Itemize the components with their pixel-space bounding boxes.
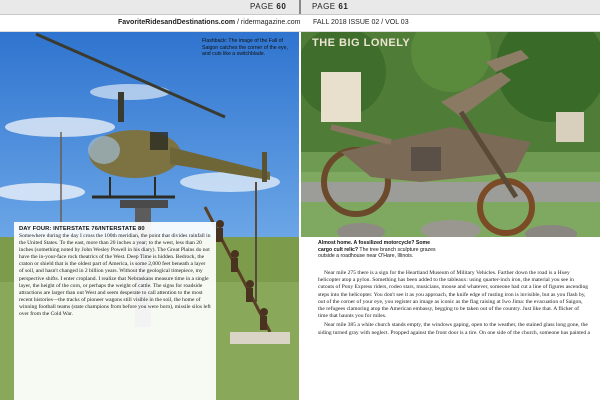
right-caption-bold: Almost home. A fossilized motorcycle? Some cargo cult relic? [318, 240, 431, 253]
site-urls [118, 19, 300, 26]
right-caption-rest: The tree branch sculpture grazes outside a roadhouse near O'Hare, Illinois. [318, 246, 436, 259]
motorcycle-sculpture-photo [301, 32, 600, 237]
page-right-label: PAGE [312, 2, 336, 11]
right-article [318, 270, 590, 339]
site-url-bold: FavoriteRidesandDestinations.com [118, 19, 236, 26]
page-divider [299, 0, 301, 14]
issue-info: FALL 2018 ISSUE 02 / VOL 03 [313, 19, 409, 26]
page-left-label: PAGE [250, 2, 274, 11]
page-left-indicator [250, 2, 286, 11]
roadhouse-sign: THE BIG LONELY [312, 37, 411, 49]
page-left-number: 60 [276, 2, 287, 11]
left-article-box [14, 222, 216, 400]
article-paragraph: Near mile 385 a white church stands empty, the windows gaping, open to the weather, the stained glass long gone, the siding turned gray with neglect. Propped against the front door is a tire. On one side of the church, someone has painted a [318, 322, 591, 336]
page-right-number: 61 [338, 2, 349, 11]
motorcycle-photo-art [301, 32, 600, 237]
article-heading: DAY FOUR: INTERSTATE 76/INTERSTATE 80 [19, 226, 145, 232]
left-photo-caption: Flashback: The image of the Fall of Saigon catches the corner of the eye, and cuts like a switchblade. [202, 38, 288, 57]
magazine-header [0, 15, 600, 32]
article-body: Somewhere during the day I cross the 100th meridian, the point that divides rainfall in the United States. To the east, more than 20 inches a year; to the west, less than 20 inches (something noted by John Wesley Powell in his diary). The Great Plains do not have the in-your-face rock theatrics of the West. Deep Time is hidden. Bedrock, the craton or shield that is the oldest part of America, is some 2,000 feet beneath a layer of soil, and hasn't changed in 2 billion years. Without the geological timepiece, my perspective shifts. I enter cropland. I realize that Nebraskans measure time in a single layer, the height of the corn, or perhaps the weight of cattle. The signs for roadside attractions are larger than out West and seem desperate to call attention to the most recent histories—the tracks of pioneer wagons still visible in the soil, the home of winning football teams (state champions from before you were born), missile silos left over from the Cold War. [19, 233, 211, 318]
right-photo-caption [318, 240, 442, 260]
site-url-rest: / ridermagazine.com [235, 19, 301, 26]
article-paragraph: Near mile 275 there is a sign for the Heartland Museum of Military Vehicles. Farther down the road is a Huey helicopter atop a pylon. Something has been added to the tableaux: using quarter-inch iron, the material you see in cutouts of Pony Express riders, rodeo stars, musicians, moose and whatever, someone had cut a line of figures ascending steps into the helicopter. You don't see it as you approach, the knife edge of rusting iron is invisible, but as you flash by, out of the corner of your eye, you register an image as iconic as the flag raising at Iwo Jima: the evacuation of Saigon, the refugees clamoring atop the American embassy, begging to be taken out of the country. Just like that. A flicker of time that haunts you for miles. [318, 270, 589, 320]
page-number-bar [0, 0, 600, 15]
page-right-indicator [312, 2, 348, 11]
